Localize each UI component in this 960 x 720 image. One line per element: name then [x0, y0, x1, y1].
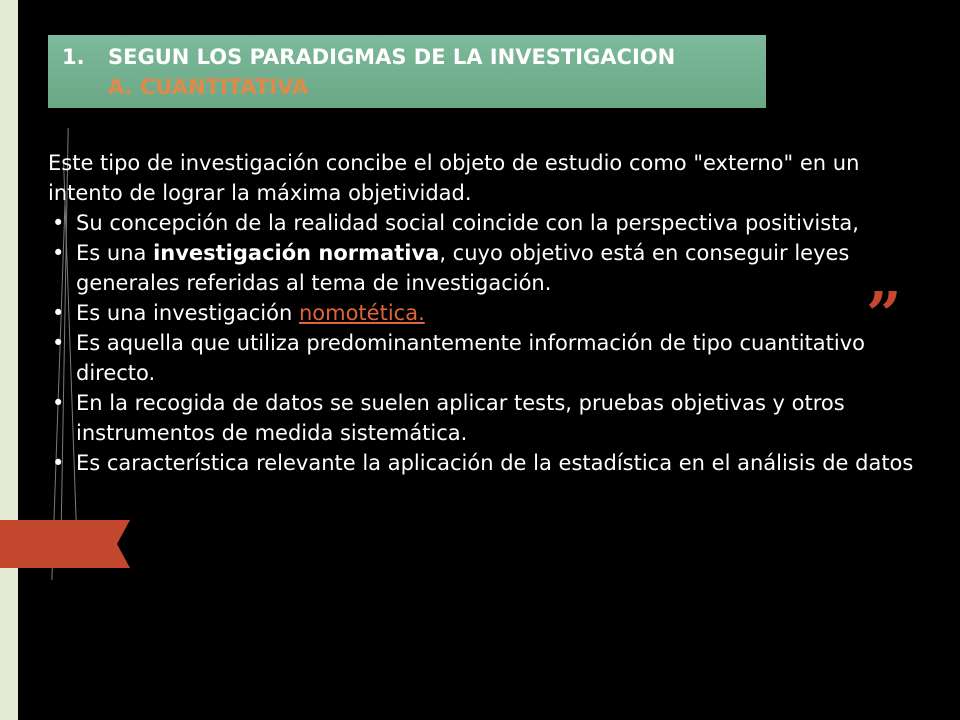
list-item-text: , cuyo objetivo está en conseguir leyes generales referidas al tema de investigación. — [76, 241, 850, 295]
bullet-icon: • — [52, 301, 65, 325]
red-arrow-decoration — [0, 520, 130, 568]
nomotetica-link[interactable]: nomotética. — [298, 301, 425, 325]
list-item — [48, 208, 928, 238]
list-item-text: Su concepción de la realidad social coincide con la perspectiva positivista, — [76, 211, 859, 235]
list-item-text: Es aquella que utiliza predominantemente información de tipo cuantitativo directo. — [76, 331, 866, 385]
list-item-text: Es una investigación — [76, 301, 299, 325]
bullet-icon: • — [52, 241, 65, 265]
list-item — [48, 298, 928, 328]
list-item-text: Es una — [76, 241, 154, 265]
intro-paragraph: Este tipo de investigación concibe el objeto de estudio como "externo" en un intento de lograr la máxima objetividad. — [48, 151, 860, 205]
subtitle-text: CUANTITATIVA — [140, 75, 309, 99]
list-item — [48, 328, 928, 388]
closing-quote-icon: ” — [866, 278, 902, 351]
bullet-icon: • — [52, 451, 65, 475]
title-heading — [62, 45, 675, 69]
left-decorative-strip — [0, 0, 18, 720]
list-item-bold: investigación normativa — [153, 241, 440, 265]
bullet-icon: • — [52, 211, 65, 235]
list-item — [48, 448, 928, 478]
list-item-text: Es característica relevante la aplicación de la estadística en el análisis de datos — [76, 451, 914, 475]
slide-body — [48, 148, 928, 478]
bullet-icon: • — [52, 331, 65, 355]
list-item — [48, 238, 928, 298]
bullet-icon: • — [52, 391, 65, 415]
list-item — [48, 388, 928, 448]
subtitle-letter: A. — [108, 75, 133, 99]
bullet-list — [48, 208, 928, 478]
title-text: SEGUN LOS PARADIGMAS DE LA INVESTIGACION — [108, 45, 676, 69]
title-box — [48, 35, 766, 108]
subtitle-heading — [108, 75, 308, 99]
title-number: 1. — [62, 45, 85, 69]
list-item-text: En la recogida de datos se suelen aplicar tests, pruebas objetivas y otros instrumentos de medida sistemática. — [76, 391, 845, 445]
